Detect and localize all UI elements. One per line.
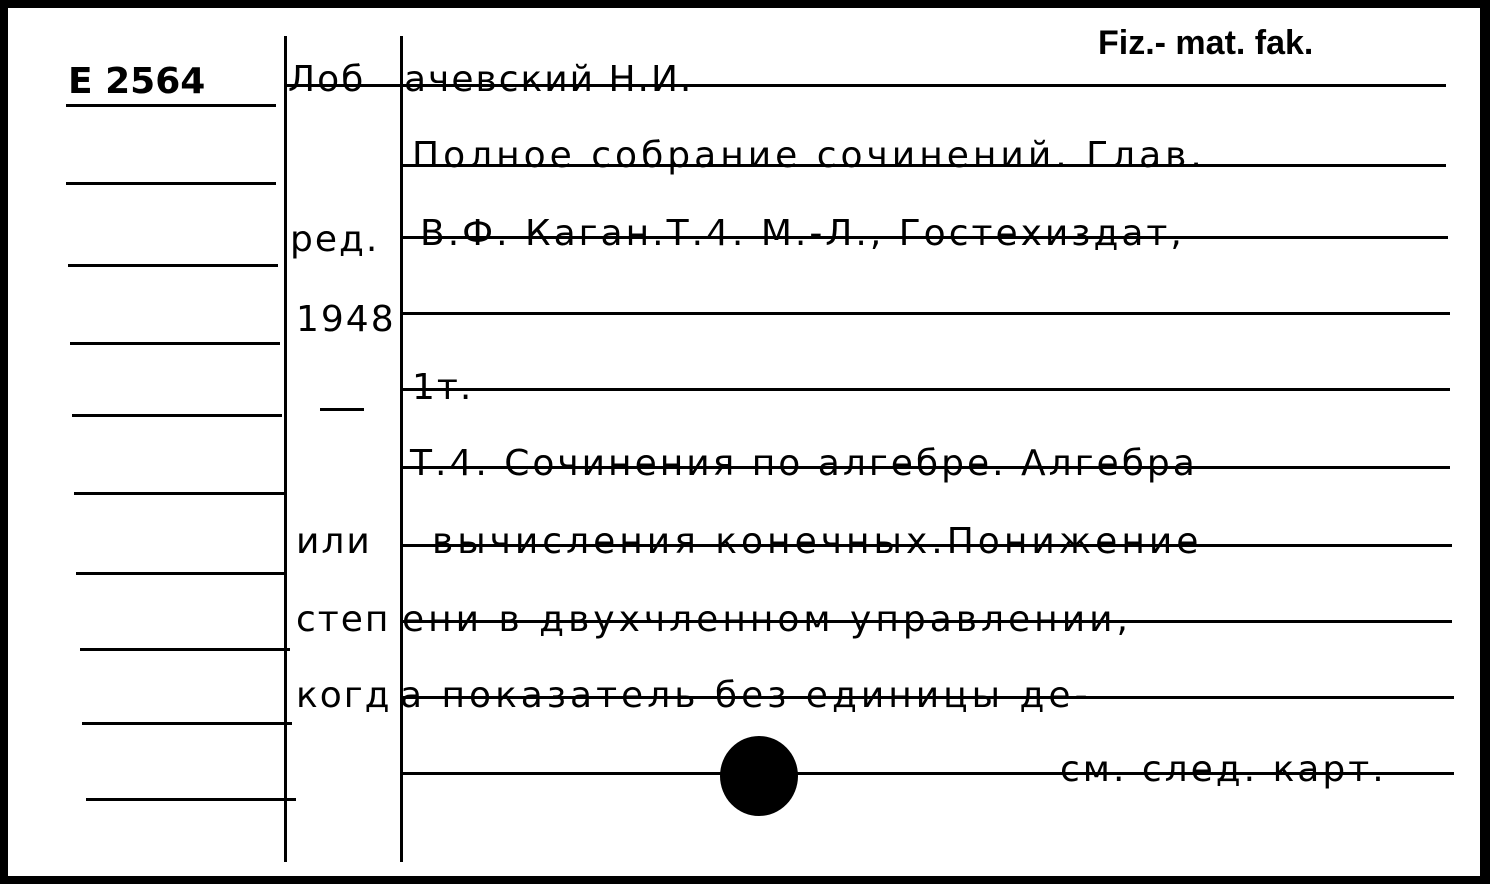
left-rule xyxy=(72,414,282,417)
left-rule xyxy=(80,648,290,651)
title-line-2: В.Ф. Каган.Т.4. М.-Л., Гостехиздат, xyxy=(420,213,1185,254)
margin-note-red: ред. xyxy=(290,219,380,260)
catalog-card xyxy=(6,6,1482,878)
left-rule xyxy=(66,104,276,107)
contents-line-4: а показатель без единицы де- xyxy=(400,675,1092,716)
faculty-stamp: Fiz.- mat. fak. xyxy=(1098,24,1314,62)
call-number: E 2564 xyxy=(68,61,206,102)
left-rule xyxy=(86,798,296,801)
volume-count: 1т. xyxy=(412,367,474,408)
punch-hole xyxy=(720,736,798,816)
left-rule xyxy=(82,722,292,725)
title-line-1: Полное собрание сочинений. Глав. xyxy=(412,135,1206,176)
mid-rule xyxy=(320,408,364,411)
continued-note: см. след. карт. xyxy=(1060,749,1387,790)
column-divider-left xyxy=(284,36,287,862)
main-rule xyxy=(402,312,1450,315)
left-rule xyxy=(66,182,276,185)
contents-line-3: ени в двухчленном управлении, xyxy=(402,599,1132,640)
left-rule xyxy=(74,492,284,495)
left-rule xyxy=(76,572,286,575)
author-prefix: Лоб xyxy=(288,59,366,100)
column-divider-right xyxy=(400,36,403,862)
left-rule xyxy=(68,264,278,267)
author-name: ачевский Н.И. xyxy=(404,59,694,100)
publication-year: 1948 xyxy=(296,299,396,340)
contents-line-2: вычисления конечных.Понижение xyxy=(432,521,1203,562)
margin-note-stepeni: степ xyxy=(296,599,391,640)
contents-line-1: Т.4. Сочинения по алгебре. Алгебра xyxy=(410,443,1198,484)
margin-note-kogda: когд xyxy=(296,675,392,716)
margin-note-ili: или xyxy=(296,521,372,562)
left-rule xyxy=(70,342,280,345)
main-rule xyxy=(402,388,1450,391)
